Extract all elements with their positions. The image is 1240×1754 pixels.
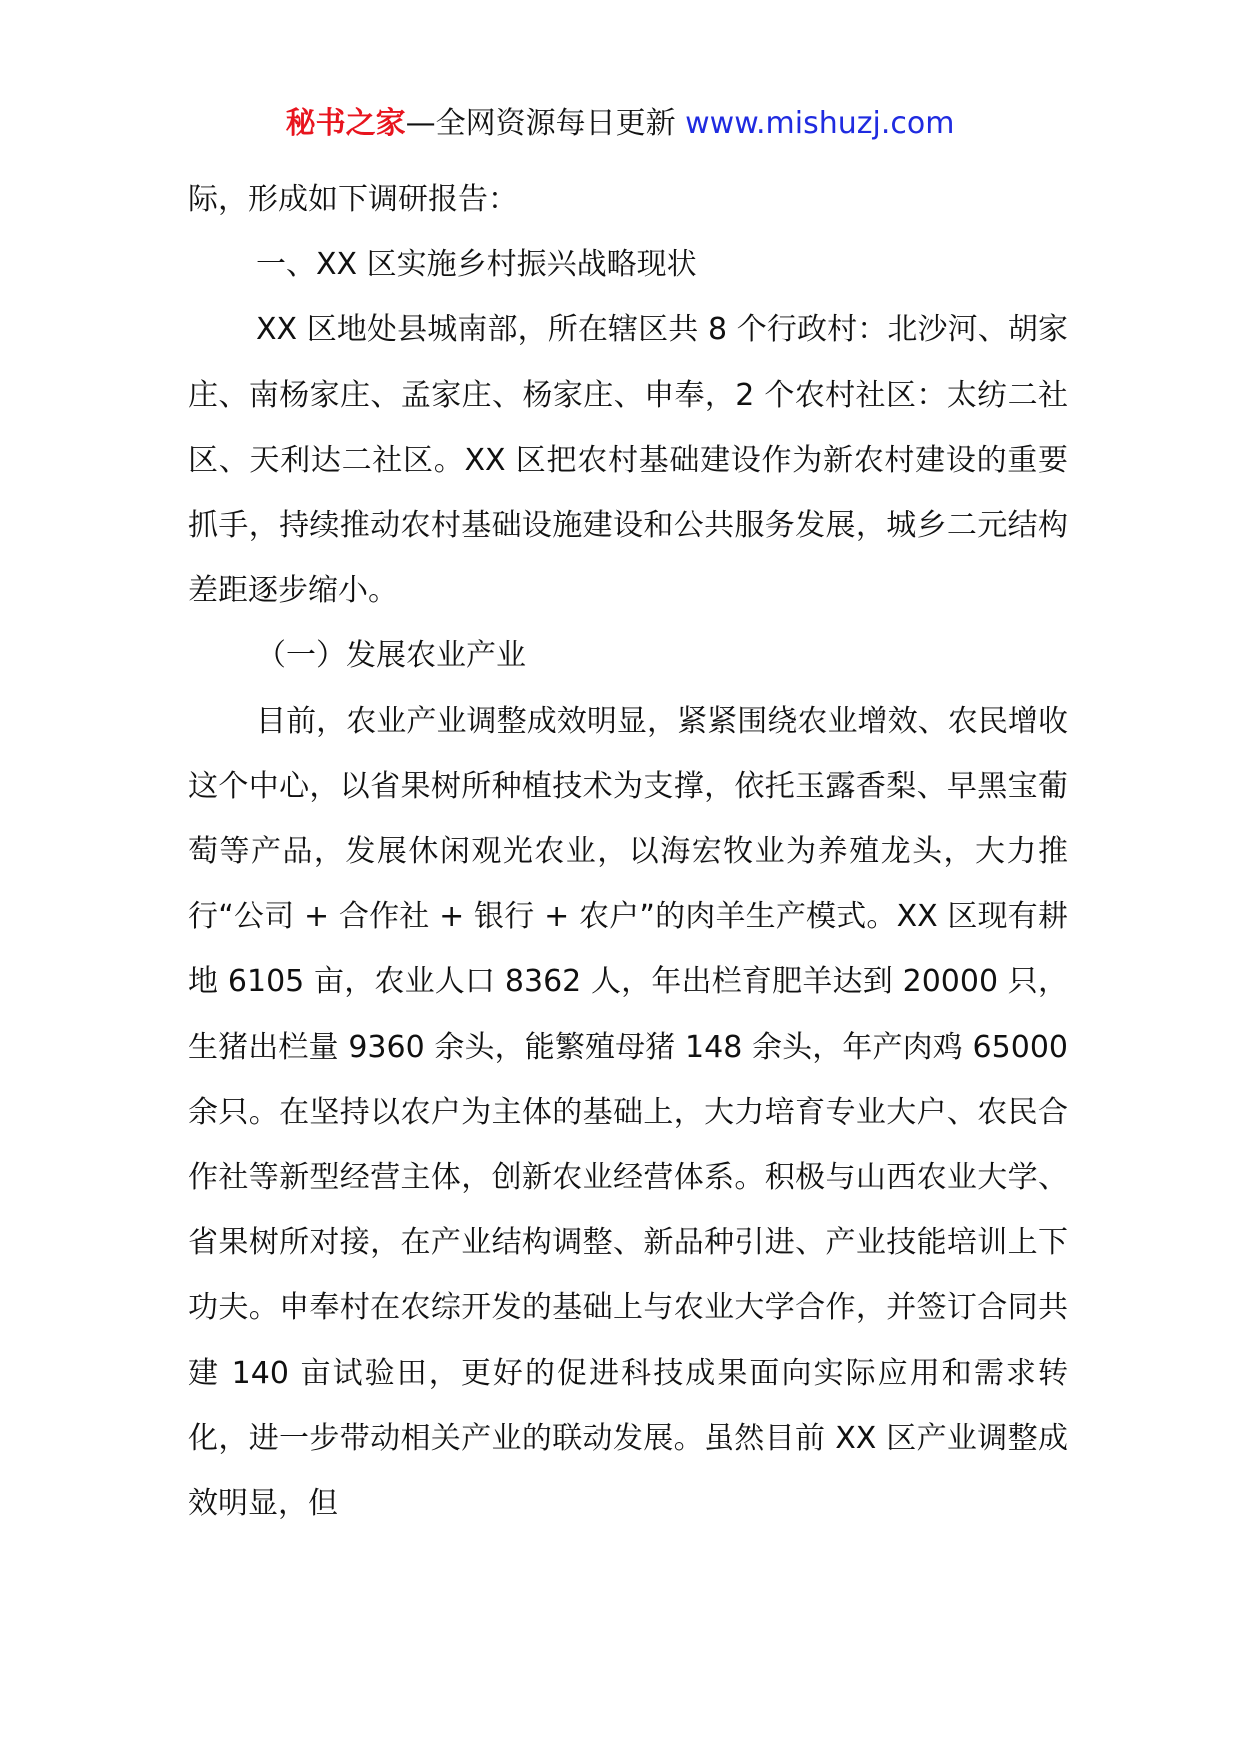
document-body — [188, 167, 1068, 1536]
site-header — [0, 100, 1240, 148]
paragraph: XX 区地处县城南部，所在辖区共 8 个行政村：北沙河、胡家庄、南杨家庄、孟家庄、杨家庄、申奉，2 个农村社区：太纺二社区、天利达二社区。XX 区把农村基础建设作为新农村建设的重要抓手，持续推动农村基础设施建设和公共服务发展，城乡二元结构差距逐步缩小。 — [188, 312, 1068, 609]
paragraph: 目前，农业产业调整成效明显，紧紧围绕农业增效、农民增收这个中心，以省果树所种植技术为支撑，依托玉露香梨、早黑宝葡萄等产品，发展休闲观光农业，以海宏牧业为养殖龙头，大力推行“公司 + 合作社 + 银行 + 农户”的肉羊生产模式。XX 区现有耕地 6105 亩，农业人口 8362 人，年出栏育肥羊达到 20000 只，生猪出栏量 9360 余头，能繁殖母猪 148 余头，年产肉鸡 65000 余只。在坚持以农户为主体的基础上，大力培育专业大户、农民合作社等新型经营主体，创新农业经营体系。积极与山西农业大学、省果树所对接，在产业结构调整、新品种引进、产业技能培训上下功夫。申奉村在农综开发的基础上与农业大学合作，并签订合同共建 140 亩试验田，更好的促进科技成果面向实际应用和需求转化，进一步带动相关产业的联动发展。虽然目前 XX 区产业调整成效明显，但 — [188, 703, 1068, 1522]
brand-name: 秘书之家 — [285, 106, 406, 141]
site-url-link[interactable]: www.mishuzj.com — [685, 106, 955, 141]
header-slogan: —全网资源每日更新 — [405, 106, 676, 141]
subsection-heading: （一）发展农业产业 — [256, 638, 526, 674]
section-heading: 一、XX 区实施乡村振兴战略现状 — [256, 247, 697, 283]
paragraph-continuation: 际，形成如下调研报告： — [188, 182, 518, 217]
